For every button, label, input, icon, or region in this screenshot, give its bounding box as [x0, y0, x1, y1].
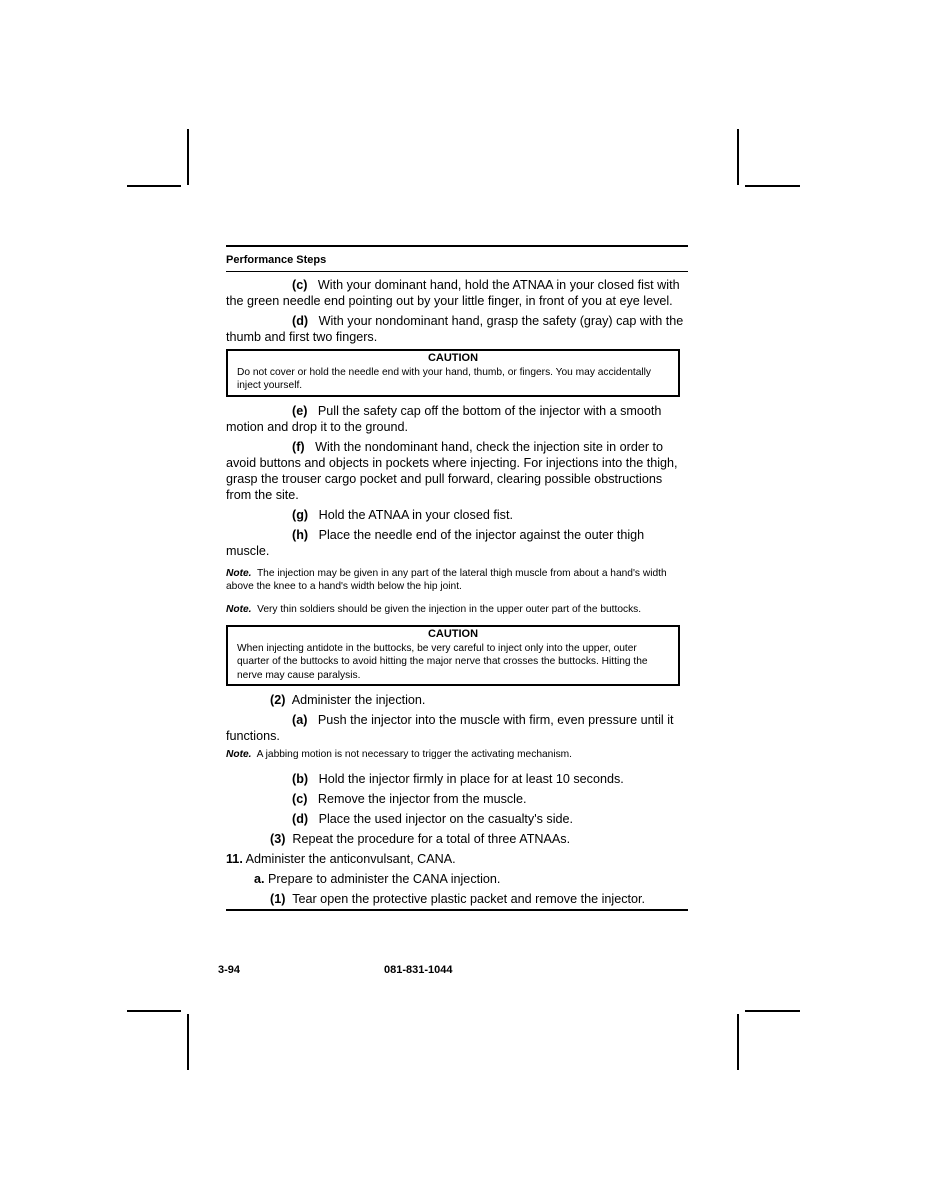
crop-mark-top-right-horizontal [745, 185, 800, 187]
note: Note. Very thin soldiers should be given the injection in the upper outer part of the buttocks. [226, 603, 642, 615]
caution-title: CAUTION [427, 352, 479, 364]
crop-mark-bottom-right-horizontal [745, 1010, 800, 1012]
crop-mark-top-left-vertical [187, 129, 189, 185]
step-d: (d) With your nondominant hand, grasp the safety (gray) cap with the thumb and first two fingers. [226, 314, 684, 344]
caution-title: CAUTION [427, 628, 479, 640]
section-header: Performance Steps [226, 247, 688, 272]
crop-mark-bottom-right-vertical [737, 1014, 739, 1070]
step-f: (f) With the nondominant hand, check the injection site in order to avoid buttons and objects in pockets where injecting. For injections into the thigh, grasp the trouser cargo pocket and pull forward, clearing possible obstructions from the site. [226, 439, 678, 502]
caution-text: When injecting antidote in the buttocks, be very careful to inject only into the upper, outer quarter of the buttocks to avoid hitting the major nerve that crosses the buttocks. Hitting the nerve may cause paralysis. [237, 642, 648, 681]
crop-mark-bottom-left-horizontal [127, 1010, 181, 1012]
step-h: (h) Place the needle end of the injector against the outer thigh muscle. [226, 527, 645, 558]
step-11a1: (1) Tear open the protective plastic packet and remove the injector. [270, 891, 646, 906]
document-number: 081-831-1044 [384, 964, 453, 976]
note: Note. The injection may be given in any part of the lateral thigh muscle from about a hand's width above the knee to a hand's width below the hip joint. [226, 567, 667, 592]
page-number: 3-94 [218, 964, 241, 976]
step-g: (g) Hold the ATNAA in your closed fist. [292, 507, 513, 522]
step-3: (3) Repeat the procedure for a total of three ATNAAs. [270, 831, 571, 846]
bottom-rule [226, 909, 688, 911]
note: Note. A jabbing motion is not necessary to trigger the activating mechanism. [226, 749, 572, 760]
caution-box [226, 625, 680, 686]
step-11a: a. Prepare to administer the CANA injection. [254, 871, 501, 886]
step-2: (2) Administer the injection. [270, 693, 426, 707]
crop-mark-top-left-horizontal [127, 185, 181, 187]
crop-mark-top-right-vertical [737, 129, 739, 185]
step-c: (c) Remove the injector from the muscle. [292, 791, 527, 806]
step-11: 11. Administer the anticonvulsant, CANA. [226, 851, 456, 866]
step-e: (e) Pull the safety cap off the bottom of the injector with a smooth motion and drop it to the ground. [226, 403, 662, 434]
caution-text: Do not cover or hold the needle end with your hand, thumb, or fingers. You may accidentally inject yourself. [237, 366, 651, 391]
step-d: (d) Place the used injector on the casualty's side. [292, 811, 574, 826]
crop-mark-bottom-left-vertical [187, 1014, 189, 1070]
step-c: (c) With your dominant hand, hold the ATNAA in your closed fist with the green needle end pointing out by your little finger, in front of you at eye level. [226, 278, 680, 308]
step-b: (b) Hold the injector firmly in place for at least 10 seconds. [292, 771, 624, 786]
page-content [226, 245, 688, 911]
caution-box [226, 349, 680, 397]
step-a: (a) Push the injector into the muscle with firm, even pressure until it functions. [226, 713, 674, 743]
